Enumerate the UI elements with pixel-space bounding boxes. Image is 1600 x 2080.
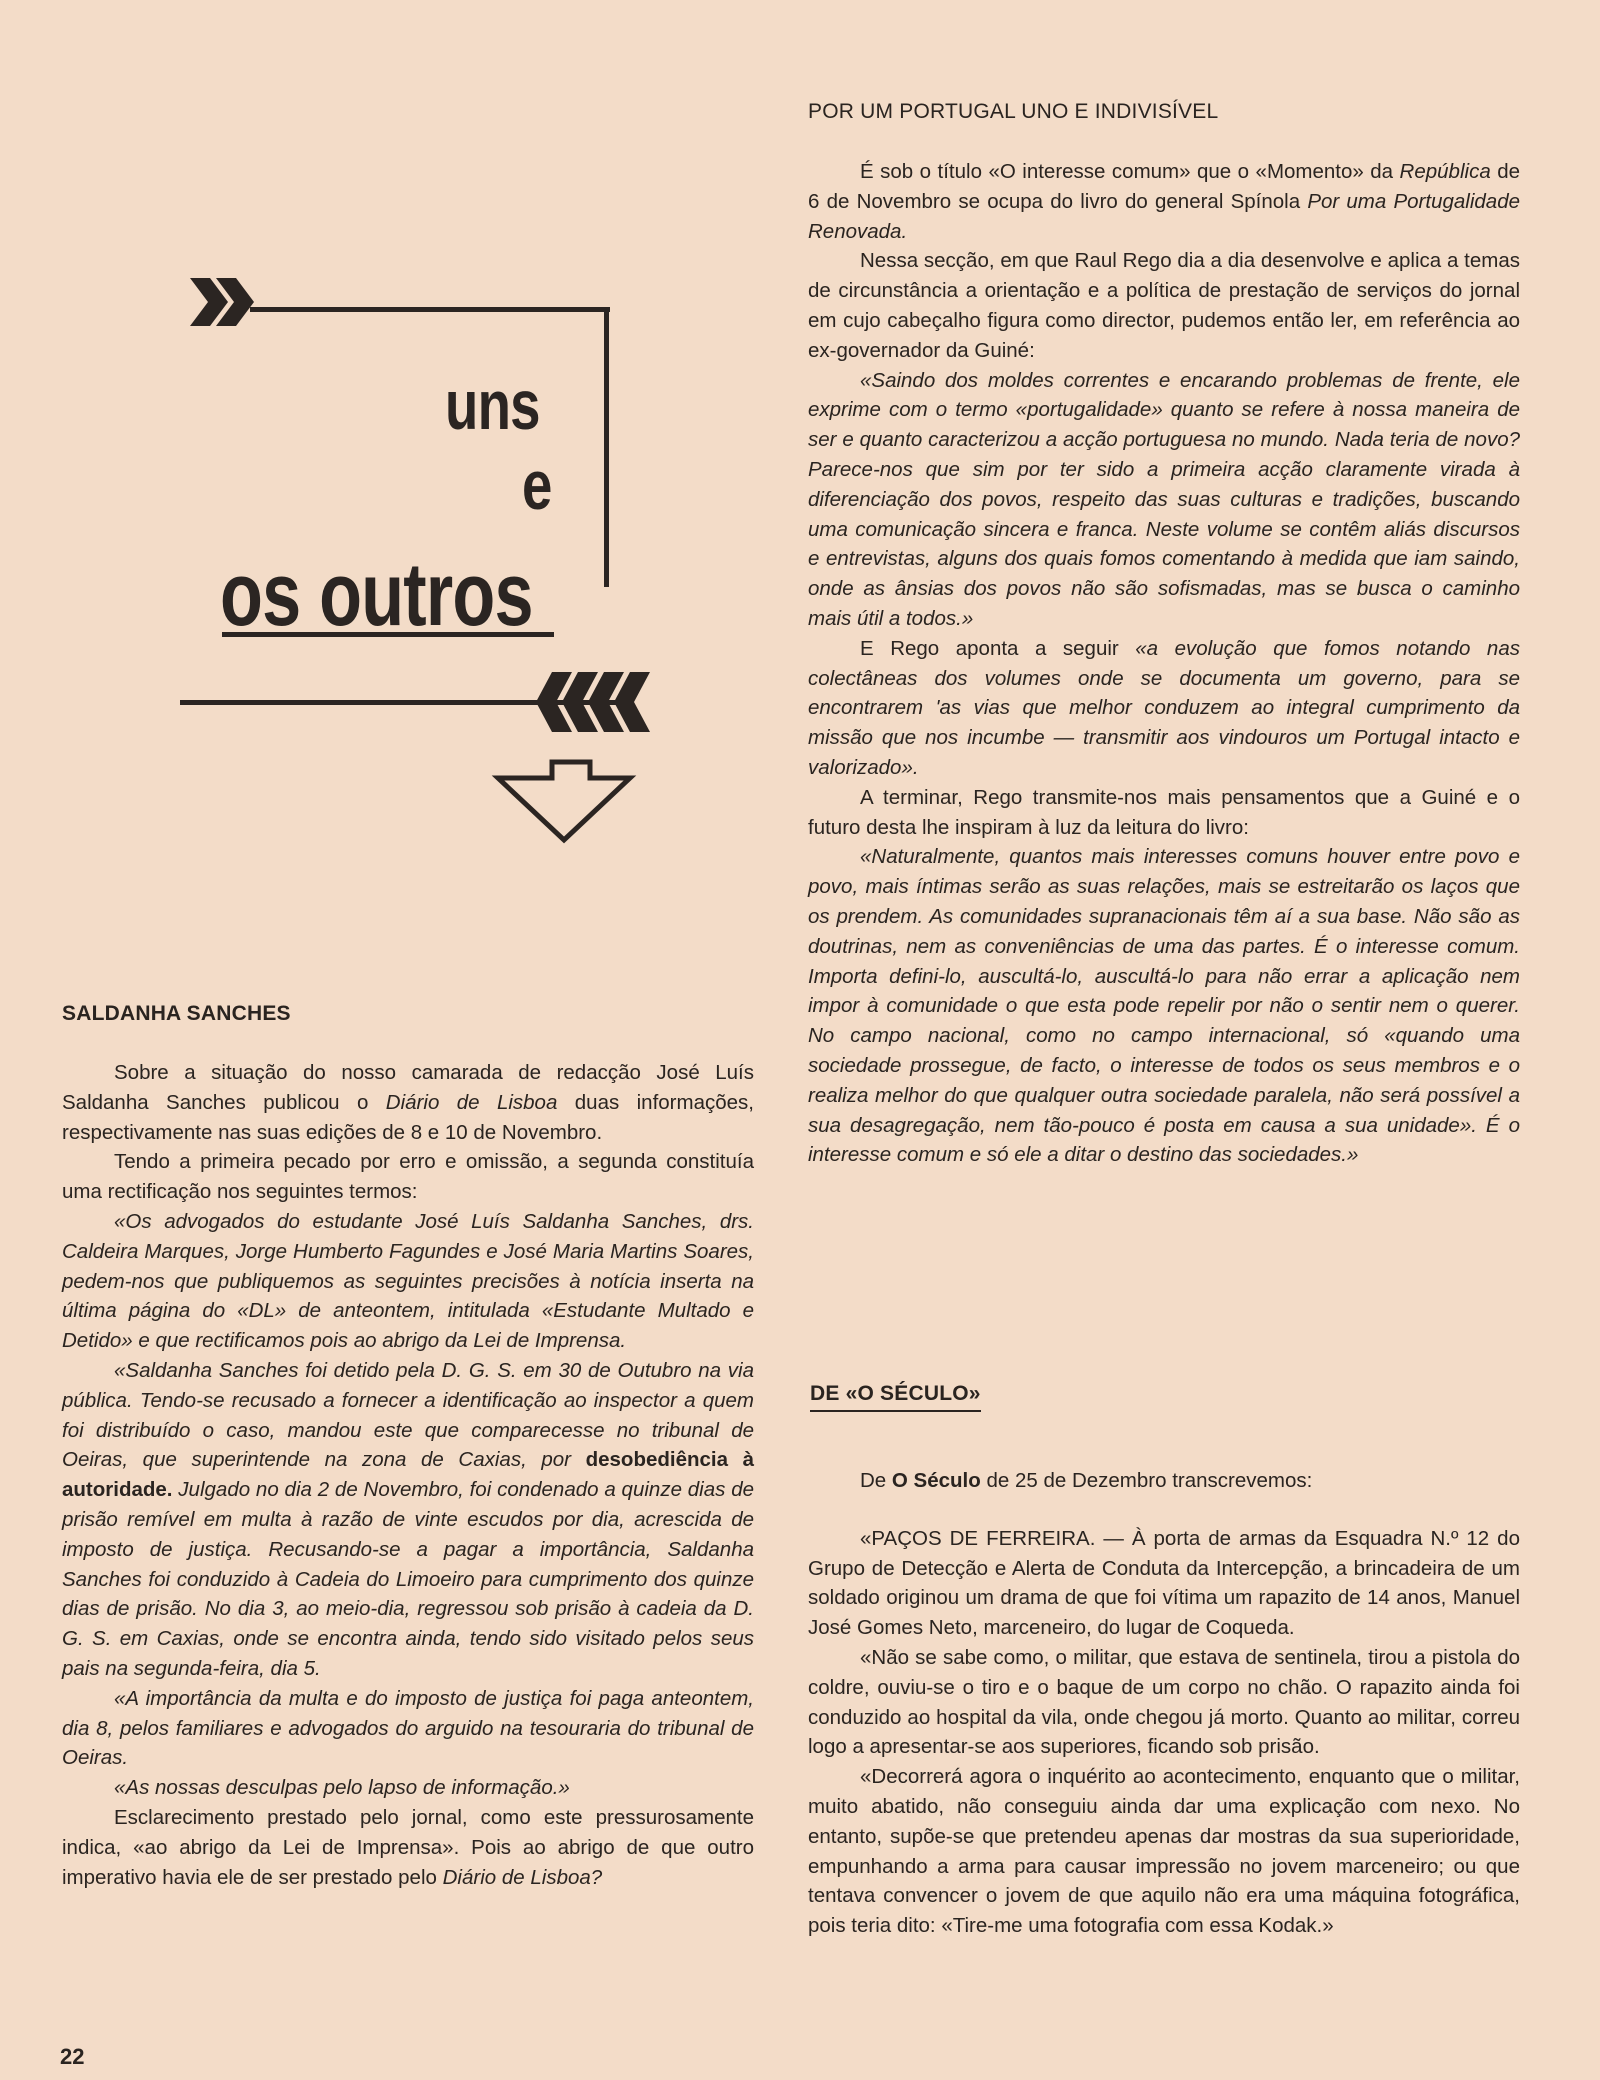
paragraph: «Decorrerá agora o inquérito ao acontecimento, enquanto que o militar, muito abatido, não conseguiu ainda dar uma explicação com nexo. No entanto, supõe-se que pretendeu apenas dar mostras da sua superioridade, empunhando a arma para causar impressão no jovem marceneiro; ou que tentava convencer o jovem de que aquilo não era uma máquina fotográfica, pois teria dito: «Tire-me uma fotografia com essa Kodak.» (808, 1765, 1520, 1938)
text-run: De (860, 1469, 892, 1492)
text-run: de 6 de Novembro se ocupa do livro do general Spínola (808, 160, 1520, 213)
newspaper-name: República (1399, 160, 1491, 183)
heading-o-seculo: DE «O SÉCULO» (810, 1382, 981, 1412)
quote-paragraph (62, 1356, 754, 1684)
quote-paragraph: «Naturalmente, quantos mais interesses comuns houver entre povo e povo, mais íntimas serão as suas relações, mais se estreitarão os laços que os prendem. As comunidades supranacionais têm aí a sua base. Não são as doutrinas, nem as conveniências de uma das partes. É o interesse comum. Importa defini-lo, auscultá-lo, auscultá-lo para não errar a aplicação nem impor à comunidade o que esta pode repelir por não o sentir nem o querer. No campo nacional, como no campo internacional, só «quando uma sociedade prossegue, de facto, o interesse de todos os seus membros e o realiza melhor do que qualquer outra sociedade paralela, não será possível a sua desagregação, nem tão-pouco é posta em causa a sua unidade». É o interesse comum e só ele a ditar o destino das sociedades.» (808, 845, 1520, 1167)
quote-paragraph: «A importância da multa e do imposto de justiça foi paga anteontem, dia 8, pelos familiares e advogados do arguido na tesouraria do tribunal de Oeiras. (62, 1686, 754, 1770)
text-run: E Rego aponta a seguir (860, 636, 1136, 660)
paragraph: A terminar, Rego transmite-nos mais pensamentos que a Guiné e o futuro desta lhe inspiram à luz da leitura do livro: (808, 785, 1520, 839)
book-title: Por uma Portugalidade Renovada. (808, 189, 1520, 243)
heading-portugal-uno: POR UM PORTUGAL UNO E INDIVISÍVEL (808, 100, 1219, 123)
paragraph (808, 157, 1520, 246)
newspaper-name: Diário de Lisboa (385, 1090, 558, 1114)
quote-paragraph: «As nossas desculpas pelo lapso de informação.» (114, 1776, 570, 1800)
paragraph (808, 1466, 1520, 1496)
paragraph: «PAÇOS DE FERREIRA. — À porta de armas da Esquadra N.º 12 do Grupo de Detecção e Alerta de Conduta da Intercepção, a brincadeira de um soldado originou um drama de que foi vítima um rapazito de 14 anos, Manuel José Gomes Neto, marceneiro, do lugar de Coqueda. (808, 1526, 1520, 1640)
quote-paragraph: «Saindo dos moldes correntes e encarando problemas de frente, ele exprime com o termo «portugalidade» quanto se refere à nossa maneira de ser e quanto caracterizou a acção portuguesa no mundo. Nada teria de novo? Parece-nos que sim por ter sido a primeira acção claramente virada à diferenciação dos povos, respeito das suas culturas e tradições, buscando uma comunicação sincera e franca. Neste volume se contêm aliás discursos e entrevistas, alguns dos quais fomos comentando à medida que iam saindo, onde as ânsias dos povos não são sofismadas, mas se busca o caminho mais útil a todos.» (808, 368, 1520, 630)
logo-word-os-outros: os outros (220, 545, 533, 645)
paragraph: Nessa secção, em que Raul Rego dia a dia desenvolve e aplica a temas de circunstância a orientação e a política de prestação de serviços do jornal em cujo cabeçalho figura como director, pudemos então ler, em referência ao ex-governador da Guiné: (808, 249, 1520, 362)
text-run: É sob o título «O interesse comum» que o «Momento» da (860, 160, 1400, 183)
bold-phrase: desobediência à autoridade. (62, 1448, 754, 1502)
text-run: de 25 de Dezembro transcrevemos: (980, 1469, 1313, 1492)
logo-word-e: e (522, 446, 552, 524)
article-portugal-uno (808, 157, 1520, 1170)
text-run: «Saldanha Sanches foi detido pela D. G. S. em 30 de Outubro na via pública. Tendo-se recusado a fornecer a identificação ao inspector a quem foi distribuído o caso, mandou este que comparecesse no tribunal de Oeiras, que superintende na zona de Caxias, por (62, 1358, 754, 1472)
newspaper-name: O Século (891, 1469, 981, 1492)
page-number: 22 (60, 2044, 85, 2069)
paragraph: Tendo a primeira pecado por erro e omissão, a segunda constituía uma rectificação nos seguintes termos: (62, 1150, 754, 1204)
paragraph (62, 1058, 754, 1147)
paragraph (808, 634, 1520, 783)
heading-saldanha-sanches: SALDANHA SANCHES (62, 1002, 291, 1025)
text-run: duas informações, respectivamente nas suas edições de 8 e 10 de Novembro. (62, 1090, 754, 1144)
paragraph (62, 1803, 754, 1892)
paragraph: «Não se sabe como, o militar, que estava de sentinela, tirou a pistola do coldre, ouviu-se o tiro e o baque de um corpo no chão. O rapazito ainda foi conduzido ao hospital da vila, onde chegou já morto. Quanto ao militar, correu logo a apresentar-se aos superiores, ficando sob prisão. (808, 1645, 1520, 1759)
quote-run: «a evolução que fomos notando nas colectâneas dos volumes onde se documenta um governo, para se encontrarem 'as vias que melhor conduzem ao integral cumprimento da missão que nos incumbe — transmitir aos vindouros um Portugal intacto e valorizado». (808, 636, 1520, 779)
text-run: Esclarecimento prestado pelo jornal, como este pressurosamente indica, «ao abrigo da Lei de Imprensa». Pois ao abrigo de que outro imperativo havia ele de ser prestado pelo (62, 1805, 754, 1889)
text-run: Julgado no dia 2 de Novembro, foi condenado a quinze dias de prisão remível em multa à razão de vinte escudos por dia, acrescida de imposto de justiça. Recusando-se a pagar a importância, Saldanha Sanches foi conduzido à Cadeia do Limoeiro para cumprimento dos quinze dias de prisão. No dia 3, ao meio-dia, regressou sob prisão à cadeia da D. G. S. em Caxias, onde se encontra ainda, tendo sido visitado pelos seus pais na segunda-feira, dia 5. (62, 1478, 754, 1680)
logo-word-uns: uns (445, 366, 540, 444)
quote-paragraph: «Os advogados do estudante José Luís Saldanha Sanches, drs. Caldeira Marques, Jorge Humberto Fagundes e José Maria Martins Soares, pedem-nos que publiquemos as seguintes precisões à notícia inserta na última página do «DL» de anteontem, intitulada «Estudante Multado e Detido» e que rectificamos pois ao abrigo da Lei de Imprensa. (62, 1209, 754, 1353)
article-saldanha-sanches (62, 1058, 754, 1892)
section-logo (180, 270, 700, 850)
article-o-seculo (808, 1466, 1520, 1941)
text-run: Sobre a situação do nosso camarada de redacção José Luís Saldanha Sanches publicou o (62, 1061, 754, 1114)
newspaper-name: Diário de Lisboa? (442, 1865, 603, 1889)
